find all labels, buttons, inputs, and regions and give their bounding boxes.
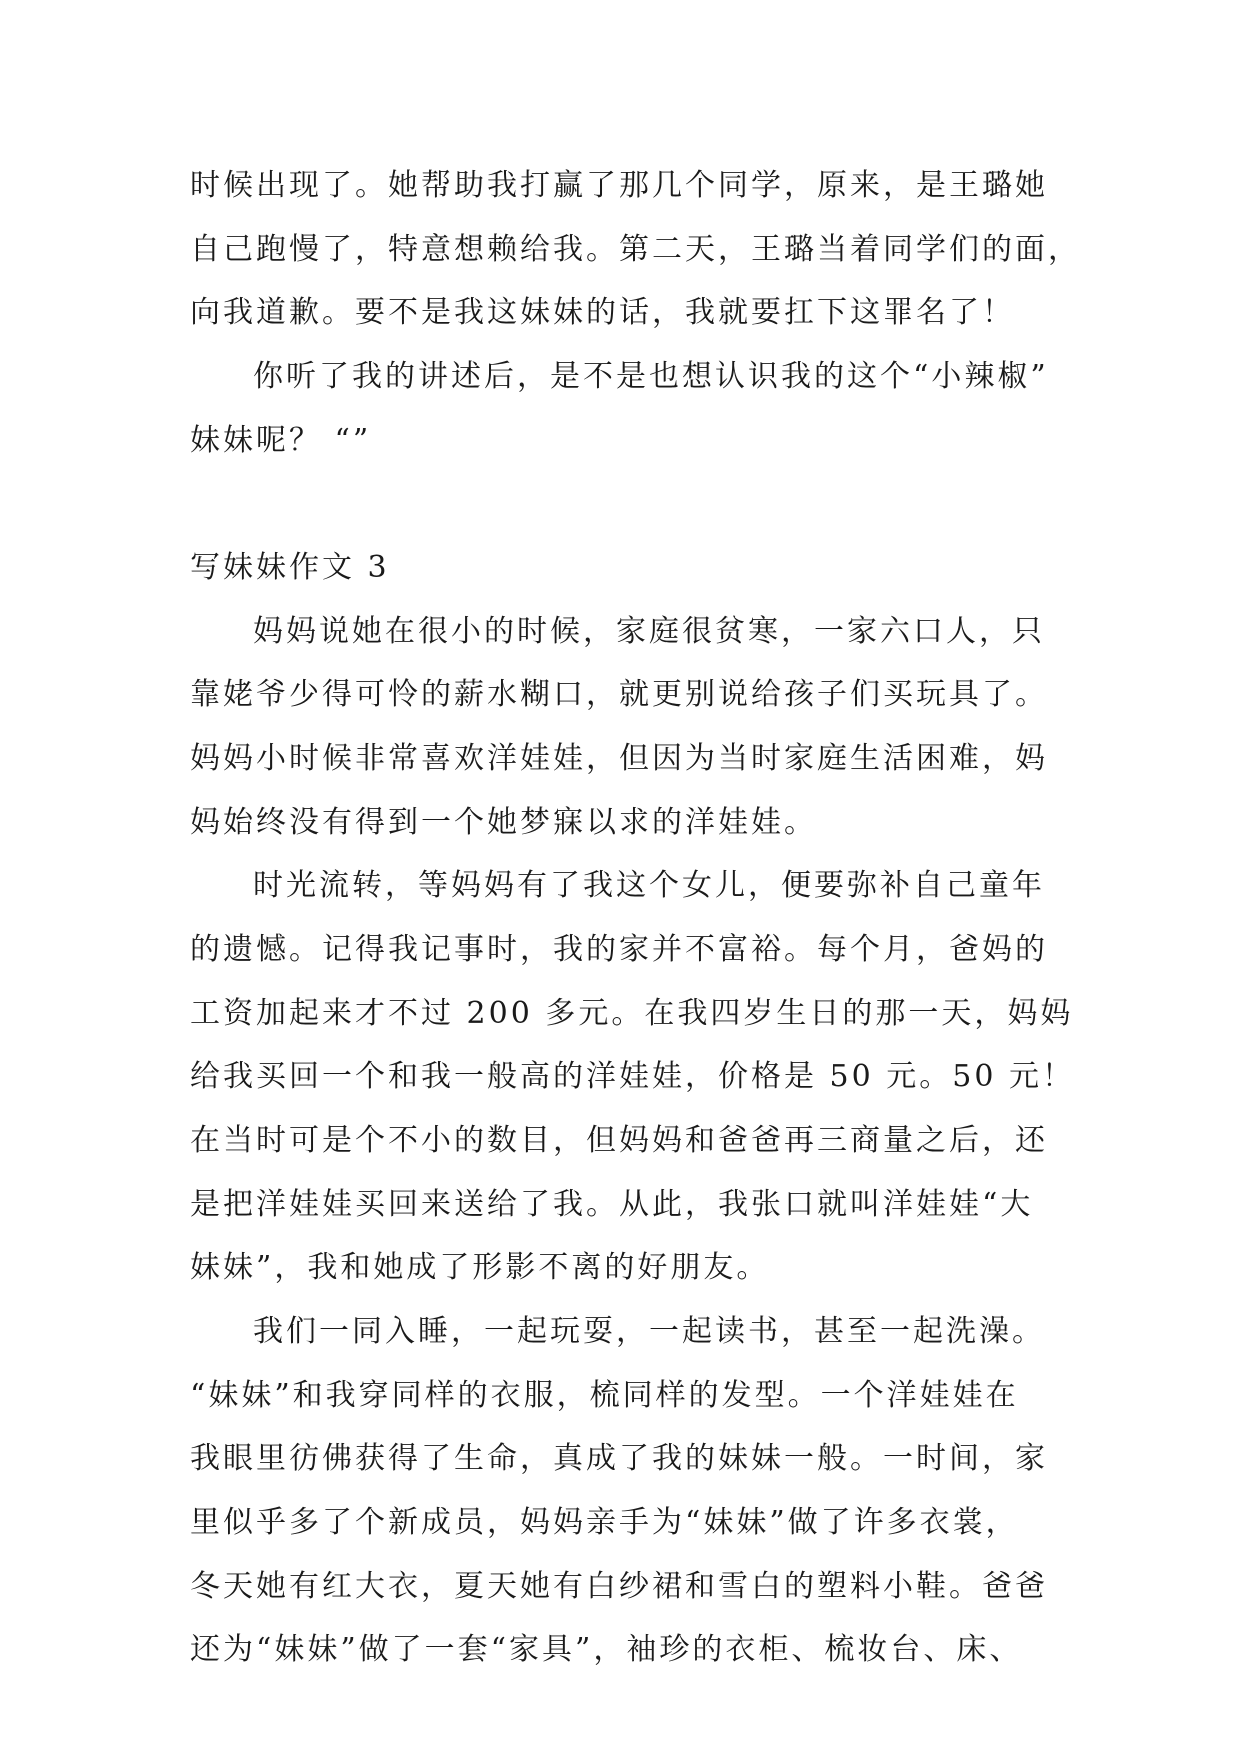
text-line: 时光流转，等妈妈有了我这个女儿，便要弥补自己童年 (253, 868, 1045, 903)
text-line: 在当时可是个不小的数目，但妈妈和爸爸再三商量之后，还 (190, 1123, 1048, 1158)
text-line: 妈妈说她在很小的时候，家庭很贫寒，一家六口人，只 (253, 614, 1045, 649)
text-line: 妈始终没有得到一个她梦寐以求的洋娃娃。 (190, 805, 817, 840)
text-line: 我眼里彷佛获得了生命，真成了我的妹妹一般。一时间，家 (190, 1441, 1048, 1476)
text-line: 自己跑慢了，特意想赖给我。第二天，王璐当着同学们的面， (190, 232, 1081, 267)
text-line: 你听了我的讲述后，是不是也想认识我的这个“小辣椒” (253, 359, 1049, 394)
text-line: 冬天她有红大衣，夏天她有白纱裙和雪白的塑料小鞋。爸爸 (190, 1569, 1048, 1604)
text-line: 是把洋娃娃买回来送给了我。从此，我张口就叫洋娃娃“大 (190, 1187, 1034, 1222)
text-line: 工资加起来才不过 200 多元。在我四岁生日的那一天，妈妈 (190, 996, 1074, 1031)
text-line: 靠姥爷少得可怜的薪水糊口，就更别说给孩子们买玩具了。 (190, 677, 1048, 712)
text-line: 的遗憾。记得我记事时，我的家并不富裕。每个月，爸妈的 (190, 932, 1048, 967)
text-line: 妹妹呢？ “” (190, 423, 372, 458)
text-line: 还为“妹妹”做了一套“家具”，袖珍的衣柜、梳妆台、床、 (190, 1632, 1023, 1667)
section-heading: 写妹妹作文 3 (190, 550, 390, 585)
text-line: 时候出现了。她帮助我打赢了那几个同学，原来，是王璐她 (190, 168, 1048, 203)
text-line: 妹妹”，我和她成了形影不离的好朋友。 (190, 1250, 770, 1285)
text-line: 我们一同入睡，一起玩耍，一起读书，甚至一起洗澡。 (253, 1314, 1045, 1349)
text-line: “妹妹”和我穿同样的衣服，梳同样的发型。一个洋娃娃在 (190, 1378, 1019, 1413)
text-line: 向我道歉。要不是我这妹妹的话，我就要扛下这罪名了！ (190, 295, 1015, 330)
text-line: 给我买回一个和我一般高的洋娃娃，价格是 50 元。50 元！ (190, 1059, 1075, 1094)
text-line: 里似乎多了个新成员，妈妈亲手为“妹妹”做了许多衣裳， (190, 1505, 1019, 1540)
text-line: 妈妈小时候非常喜欢洋娃娃，但因为当时家庭生活困难，妈 (190, 741, 1048, 776)
